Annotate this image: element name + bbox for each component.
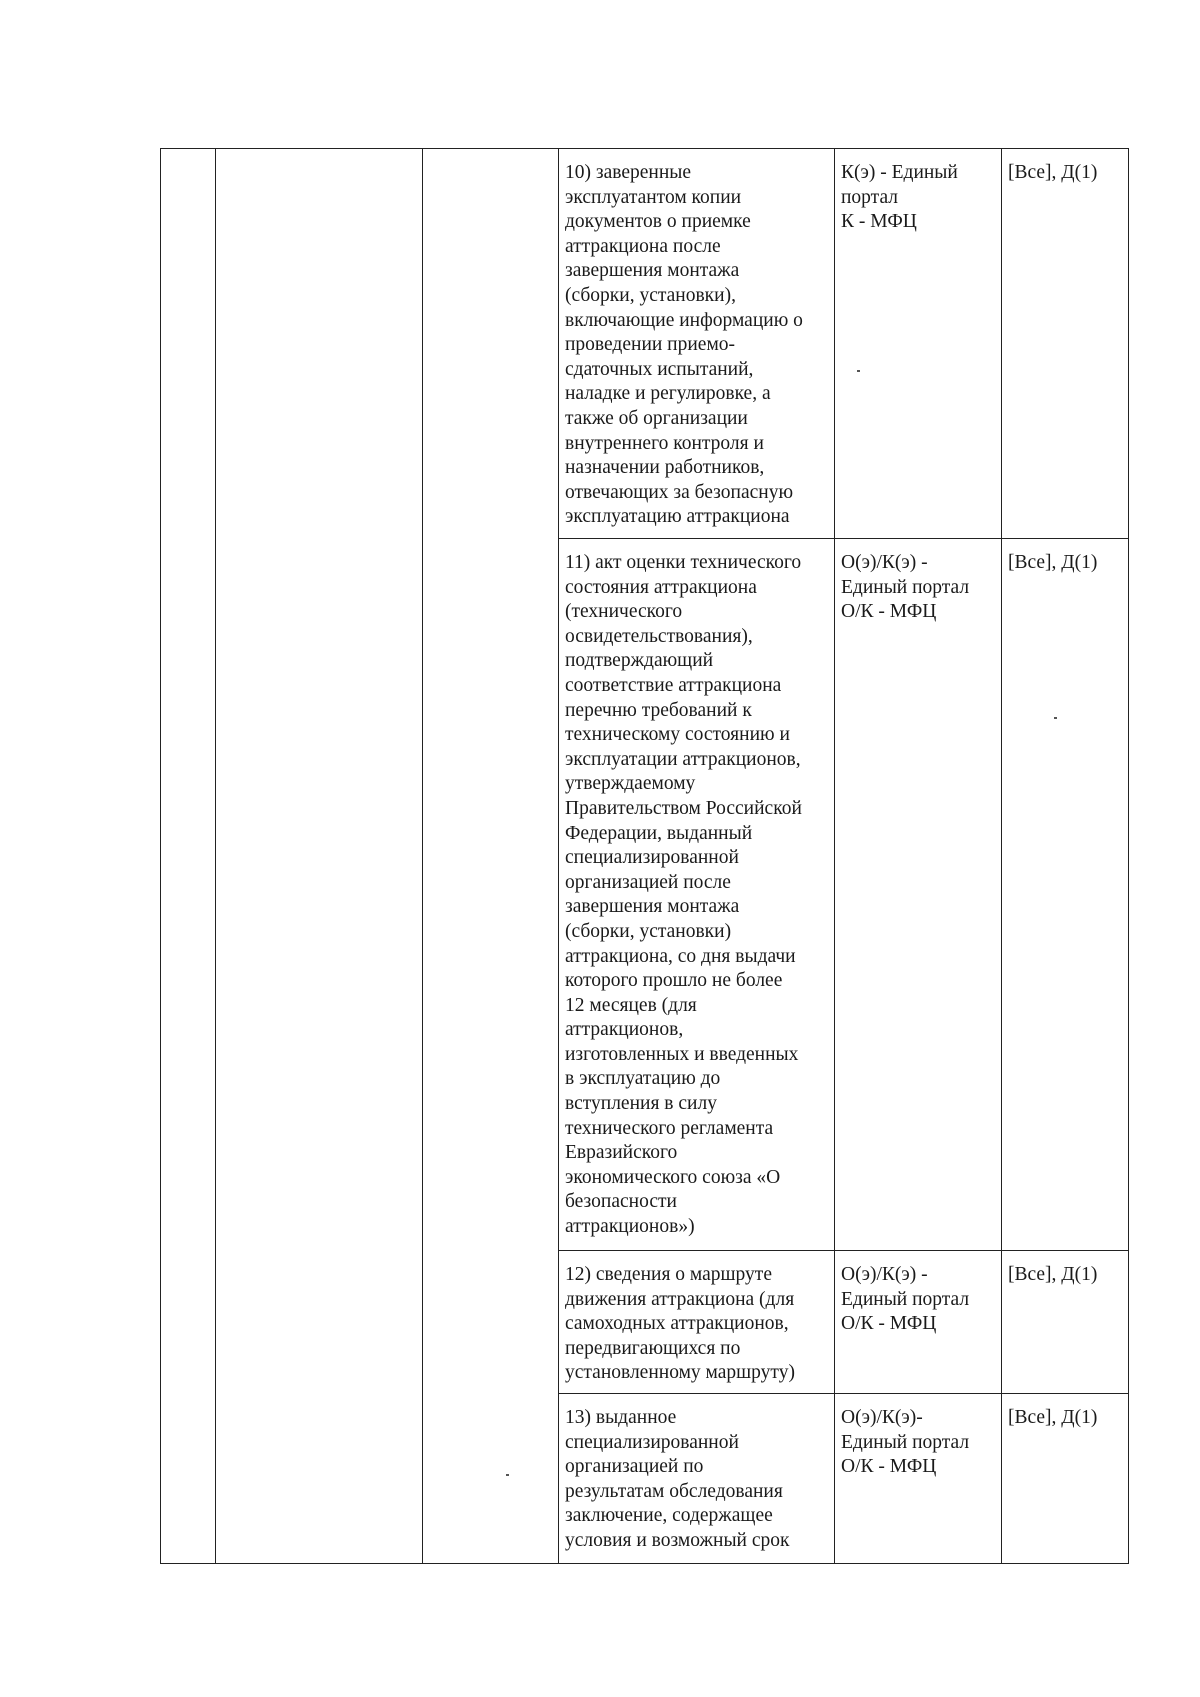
applicability-cell [1002,1394,1129,1564]
document-cell [559,539,835,1251]
document-text: 13) выданное специализированной организацией по результатам обследования заключение, содержащее условия и возможный срок [565,1407,790,1551]
document-text: 11) акт оценки технического состояния аттракциона (технического освидетельствования), подтверждающий соответствие аттракциона перечню требований к техническому состоянию и эксплуатации аттракционов, утверждаемому Правительством Российской Федерации, выданный специализированной организацией после завершения монтажа (сборки, установки) аттракциона, со дня выдачи которого прошло не более 12 месяцев (для аттракционов, изготовленных и введенных в эксплуатацию до вступления в силу технического регламента Евразийского экономического союза «О безопасности аттракционов») [565,552,802,1238]
submission-form-text: О(э)/К(э) - Единый портал О/К - МФЦ [841,1264,970,1335]
submission-form-cell [835,1394,1002,1564]
blank-cell-col1 [161,149,216,1564]
applicability-cell [1002,149,1129,539]
document-text: 12) сведения о маршруте движения аттракциона (для самоходных аттракционов, передвигающихся по установленному маршруту) [565,1264,795,1384]
table-row [161,149,1129,539]
blank-cell-col2 [216,149,423,1564]
document-cell [559,1394,835,1564]
submission-form-cell [835,539,1002,1251]
submission-form-text: О(э)/К(э) - Единый портал О/К - МФЦ [841,552,970,623]
scan-speck [506,1474,509,1476]
submission-form-cell [835,149,1002,539]
applicability-cell [1002,539,1129,1251]
documents-table [160,148,1129,1564]
submission-form-text: О(э)/К(э)- Единый портал О/К - МФЦ [841,1407,970,1478]
applicability-text: [Все], Д(1) [1008,552,1098,573]
scan-speck [1054,717,1057,719]
scan-speck [857,370,860,372]
document-cell [559,1251,835,1394]
blank-cell-col3 [423,149,559,1564]
applicability-text: [Все], Д(1) [1008,1407,1098,1428]
document-text: 10) заверенные эксплуатантом копии документов о приемке аттракциона после завершения монтажа (сборки, установки), включающие информацию о проведении приемо- сдаточных испытаний, наладке и регулировке, а также об организации внутреннего контроля и назначении работников, отвечающих за безопасную эксплуатацию аттракциона [565,162,803,528]
submission-form-text: К(э) - Единый портал К - МФЦ [841,162,958,233]
applicability-cell [1002,1251,1129,1394]
submission-form-cell [835,1251,1002,1394]
applicability-text: [Все], Д(1) [1008,162,1098,183]
document-cell [559,149,835,539]
applicability-text: [Все], Д(1) [1008,1264,1098,1285]
